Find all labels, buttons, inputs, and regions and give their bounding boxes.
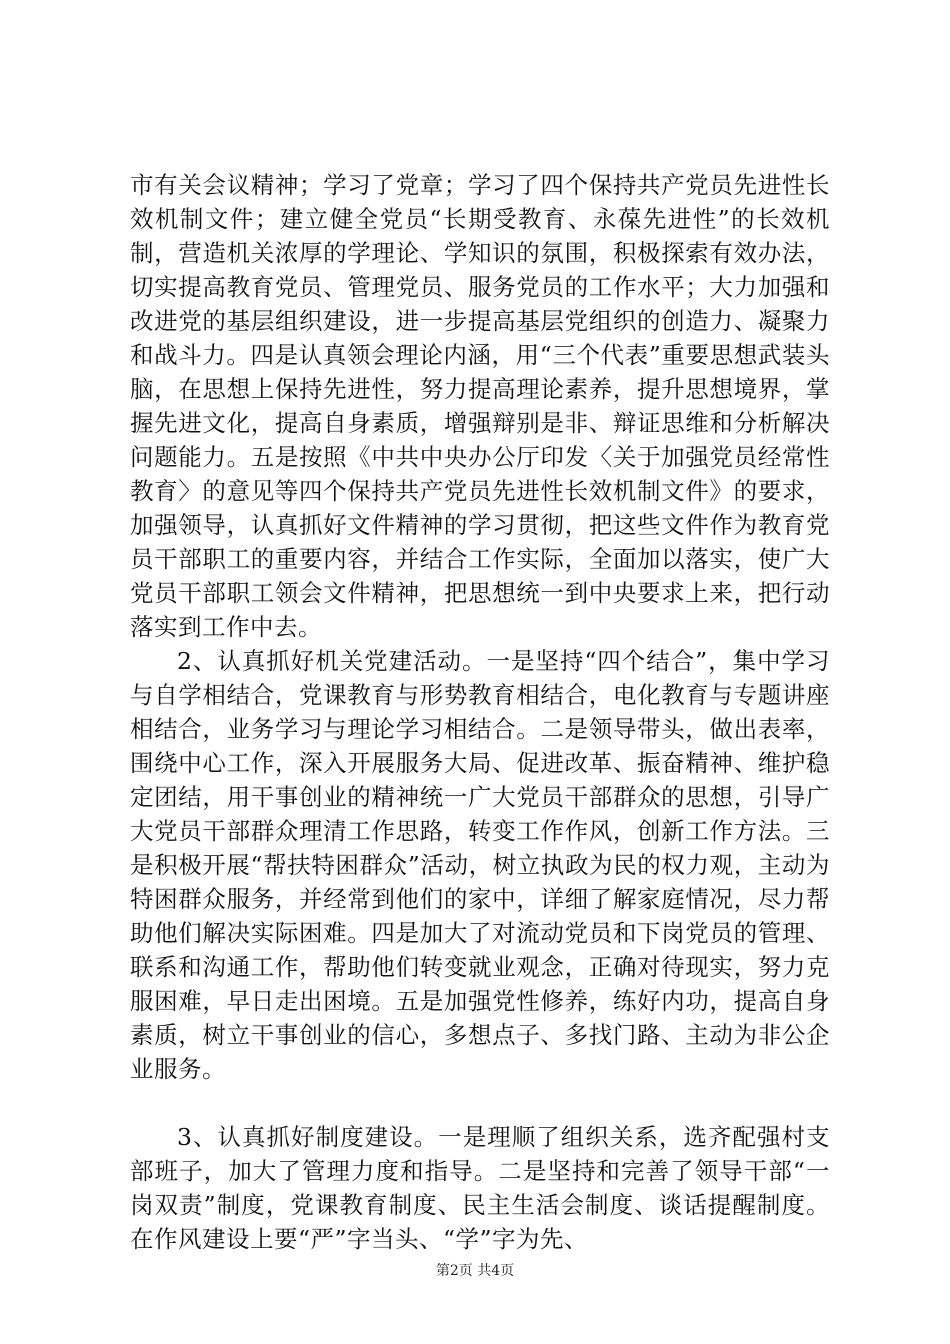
paragraph-system-building: 3、认真抓好制度建设。一是理顺了组织关系，选齐配强村支部班子，加大了管理力度和指导。二是坚持和完善了领导干部“一岗双责”制度，党课教育制度、民主生活会制度、谈话提醒制度。在作风建设上要“严”字当头、“学”字为先、 bbox=[130, 1123, 830, 1253]
page-number-footer: 第2页 共4页 bbox=[435, 1263, 515, 1279]
document-body bbox=[130, 168, 830, 1256]
paragraph-continuation: 市有关会议精神；学习了党章；学习了四个保持共产党员先进性长效机制文件；建立健全党员“长期受教育、永葆先进性”的长效机制，营造机关浓厚的学理论、学知识的氛围，积极探索有效办法，切实提高教育党员、管理党员、服务党员的工作水平；大力加强和改进党的基层组织建设，进一步提高基层党组织的创造力、凝聚力和战斗力。四是认真领会理论内涵，用“三个代表”重要思想武装头脑，在思想上保持先进性，努力提高理论素养，提升思想境界，掌握先进文化，提高自身素质，增强辩别是非、辩证思维和分析解决问题能力。五是按照《中共中央办公厅印发〈关于加强党员经常性教育〉的意见等四个保持共产党员先进性长效机制文件》的要求，加强领导，认真抓好文件精神的学习贯彻，把这些文件作为教育党员干部职工的重要内容，并结合工作实际，全面加以落实，使广大党员干部职工领会文件精神，把思想统一到中央要求上来，把行动落实到工作中去。 bbox=[130, 171, 830, 641]
paragraph-party-building-activities: 2、认真抓好机关党建活动。一是坚持“四个结合”，集中学习与自学相结合，党课教育与形势教育相结合，电化教育与专题讲座相结合，业务学习与理论学习相结合。二是领导带头，做出表率，围绕中心工作，深入开展服务大局、促进改革、振奋精神、维护稳定团结，用干事创业的精神统一广大党员干部群众的思想，引导广大党员干部群众理清工作思路，转变工作作风，创新工作方法。三是积极开展“帮扶特困群众”活动，树立执政为民的权力观，主动为特困群众服务，并经常到他们的家中，详细了解家庭情况，尽力帮助他们解决实际困难。四是加大了对流动党员和下岗党员的管理、联系和沟通工作，帮助他们转变就业观念，正确对待现实，努力克服困难，早日走出困境。五是加强党性修养，练好内功，提高自身素质，树立干事创业的信心，多想点子、多找门路、主动为非公企业服务。 bbox=[130, 647, 830, 1083]
